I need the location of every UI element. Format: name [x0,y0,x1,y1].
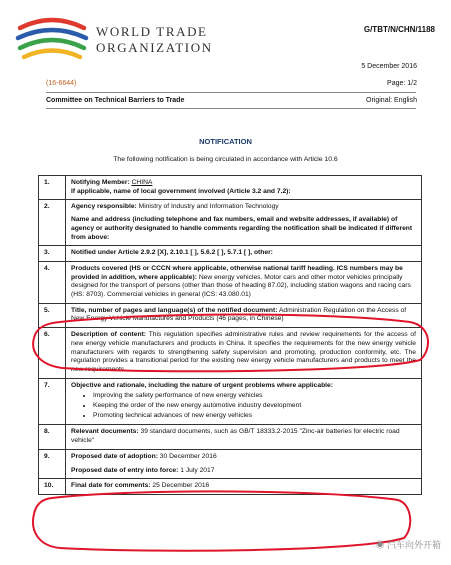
notification-intro: The following notification is being circulated in accordance with Article 10.6 [113,156,338,163]
comments-deadline: 25 December 2016 [152,482,210,490]
list-item: • Improving the safety performance of new energy vehicles [93,392,416,401]
item-note: Name and address (including telephone and fax numbers, email and website addresses, if available) of agency or authority designated to handle comments regarding the notification shall be indicated if different from above: [71,216,413,241]
org-name-line1: WORLD TRADE [96,24,208,39]
item-number: 2. [39,200,66,246]
item-content [66,378,422,425]
org-name-line2: ORGANIZATION [96,40,213,55]
document-date: 5 December 2016 [361,63,417,70]
item-label: Relevant documents: [71,428,139,436]
item-label: Final date for comments: [71,482,151,490]
item-note: If applicable, name of local government involved (Article 3.2 and 7.2): [71,187,291,195]
notification-table [38,175,422,495]
item-number: 5. [39,303,66,327]
table-row [39,261,422,303]
item-content [66,303,422,327]
reference-number: (16-6644) [46,80,77,87]
table-row [39,425,422,449]
item-number: 3. [39,246,66,262]
item-content: Notified under Article 2.9.2 [X], 2.10.1 [ ], 5.6.2 [ ], 5.7.1 [ ], other: [66,246,422,262]
item-label: Objective and rationale, including the nature of urgent problems where applicable: [71,381,333,389]
item-number: 1. [39,176,66,200]
adoption-date: 30 December 2016 [159,452,217,460]
wechat-icon: ◉ [375,540,385,550]
relevant-documents: 39 standard documents, such as GB/T 18333.2-2015 "Zinc-air batteries for electric road vehicle" [71,428,400,445]
item-content [66,261,422,303]
content-description: This regulation specifies administrative rules and review requirements for the access of new energy vehicle manufacturers and products in China. It specifies the requirements for the new energy vehicle manufacturers with regards to strengthening safety supervision and promoting, production conformity, etc. The regulation provides a transitional period for the existing new energy vehicle manufacturers and products to meet the new requirements. [71,331,416,373]
table-row [39,328,422,379]
annotation-circle-dates [33,491,410,550]
item-content [66,479,422,495]
original-language: Original: English [366,97,417,104]
table-row [39,246,422,262]
table-row [39,449,422,478]
item-number: 9. [39,449,66,478]
list-item: • Keeping the order of the new energy automotive industry development [93,402,416,411]
committee-name: Committee on Technical Barriers to Trade [46,97,185,104]
item-label: Proposed date of entry into force: [71,466,179,474]
table-row [39,303,422,327]
wto-logo-icon [12,8,92,64]
item-label: Title, number of pages and language(s) of the notified document: [71,306,278,314]
notifying-member: CHINA [131,179,153,186]
table-row [39,200,422,246]
item-content [66,200,422,246]
item-label: Proposed date of adoption: [71,452,158,460]
page-indicator: Page: 1/2 [387,80,417,87]
document-symbol: G/TBT/N/CHN/1188 [363,25,435,34]
item-number: 6. [39,328,66,379]
watermark-text: 汽车向外开箱 [386,540,441,550]
table-row [39,176,422,200]
header-divider [46,108,416,109]
item-label: Notifying Member: [71,179,130,186]
watermark [375,538,441,551]
agency-name: Ministry of Industry and Information Technology [138,203,279,211]
objective-list [71,392,416,420]
item-content [66,449,422,478]
item-number: 4. [39,261,66,303]
notification-title: NOTIFICATION [199,137,252,146]
item-number: 7. [39,378,66,425]
item-label: Description of content: [71,331,147,339]
header-divider [46,92,416,93]
item-label: Products covered (HS or CCCN where applicable, otherwise national tariff heading. ICS numbers may be provided in addition, where applicable): [71,264,403,281]
entry-into-force-date: 1 July 2017 [180,466,215,474]
item-content [66,425,422,449]
item-content [66,328,422,379]
item-label: Agency responsible: [71,203,137,211]
products-covered: New energy vehicles. Motor cars and other motor vehicles principally designed for the transport of persons (other than those of heading 87.02), including station wagons and racing cars (HS: 8703). Commercial vehicles in general (ICS: 43.080.01) [71,273,411,299]
item-number: 10. [39,479,66,495]
item-content [66,176,422,200]
table-row [39,378,422,425]
table-row [39,479,422,495]
list-item: • Promoting technical advances of new energy vehicles [93,412,416,421]
document-title: Administration Regulation on the Access of New Energy Vehicle Manufactures and Products (46 pages, in Chinese) [71,306,407,323]
item-number: 8. [39,425,66,449]
